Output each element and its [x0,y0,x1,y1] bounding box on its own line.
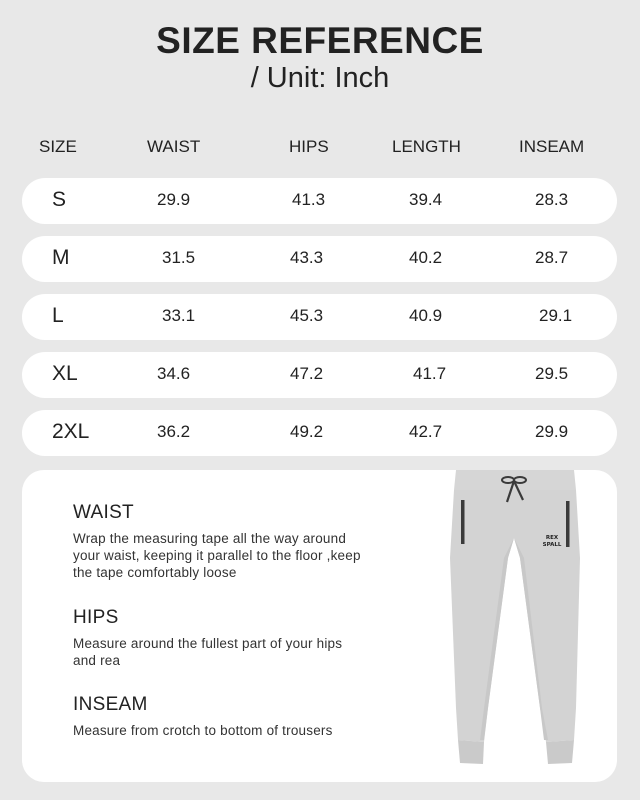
waist-cell: 31.5 [162,248,196,267]
hips-cell: 49.2 [290,422,324,441]
hips-guide-text: Measure around the fullest part of your hips and rea [73,636,343,668]
inseam-cell: 29.9 [535,422,569,441]
left-zip-pocket [461,500,465,544]
inseam-cell: 28.7 [535,248,569,267]
table-row [22,352,617,398]
waist-guide [73,502,433,581]
unit-subtitle: / Unit: Inch [250,62,390,94]
waist-cell: 34.6 [157,364,191,383]
inseam-guide [73,694,433,739]
column-header-waist: WAIST [147,137,201,156]
hips-guide [73,607,433,669]
column-header-hips: HIPS [289,137,329,156]
table-row [22,236,617,282]
column-header-inseam: INSEAM [519,137,585,156]
length-cell: 41.7 [413,364,447,383]
size-cell: L [52,304,64,327]
waist-guide-text: Wrap the measuring tape all the way around your waist, keeping it parallel to the floor ,keep the tape comfortably loose [73,531,361,580]
table-row [22,294,617,340]
size-cell: 2XL [52,420,90,443]
hips-cell: 43.3 [290,248,324,267]
size-cell: M [52,246,70,269]
inseam-guide-title: INSEAM [73,694,148,715]
length-cell: 40.9 [409,306,443,325]
inseam-cell: 29.5 [535,364,569,383]
waist-cell: 33.1 [162,306,196,325]
length-cell: 40.2 [409,248,443,267]
measurement-guide-card [22,470,617,782]
waist-cell: 29.9 [157,190,191,209]
svg-text:REX: REX [545,535,559,541]
inseam-cell: 29.1 [539,306,573,325]
inseam-cell: 28.3 [535,190,569,209]
column-header-size: SIZE [39,137,77,156]
hips-cell: 45.3 [290,306,324,325]
waist-cell: 36.2 [157,422,191,441]
length-cell: 39.4 [409,190,443,209]
svg-text:SPALL: SPALL [542,542,562,548]
hips-cell: 47.2 [290,364,324,383]
table-row [22,178,617,224]
size-cell: XL [52,362,78,385]
size-cell: S [52,188,67,211]
waist-guide-title: WAIST [73,502,134,523]
jogger-pants-illustration [444,468,584,772]
page-title: SIZE REFERENCE [156,20,484,61]
right-zip-pocket [566,501,570,547]
hips-cell: 41.3 [292,190,326,209]
inseam-guide-text: Measure from crotch to bottom of trousers [73,723,333,738]
table-row [22,410,617,456]
length-cell: 42.7 [409,422,443,441]
hips-guide-title: HIPS [73,607,119,628]
column-header-length: LENGTH [392,137,461,156]
table-header [0,137,640,159]
